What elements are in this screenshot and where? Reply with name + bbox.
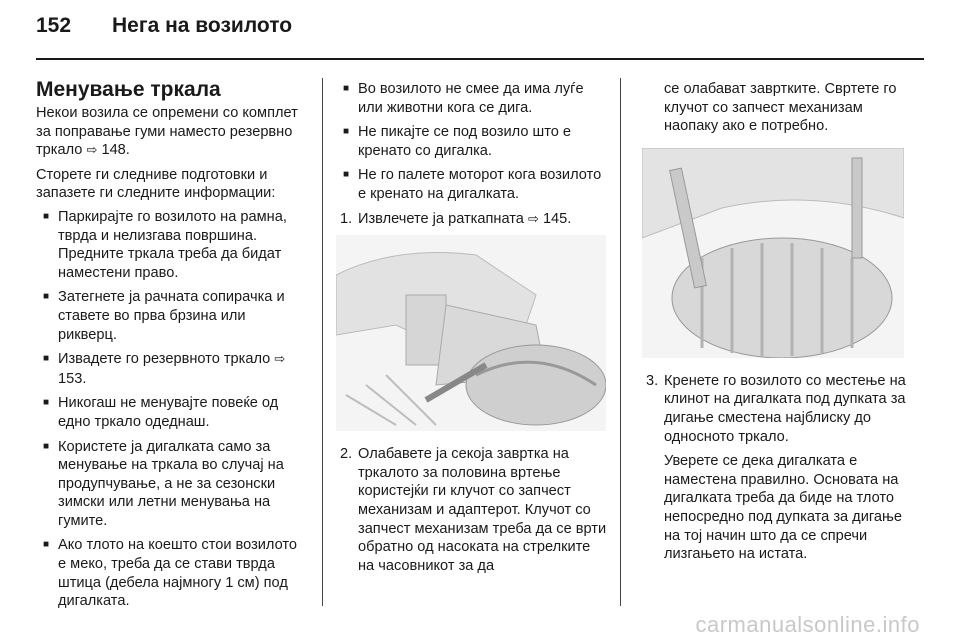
list-item: ■ Не пикајте се под возило што е кренато со дигалка. — [336, 123, 608, 160]
column-divider-1 — [322, 78, 323, 606]
wheel-bolts-illustration — [642, 148, 910, 358]
list-item: ■ Затегнете ја рачната сопирачка и ставете во прва брзина или рикверц. — [36, 288, 308, 344]
step-2: 2. Олабавете ја секоја завртка на тркалото за половина вртење користејќи ги клучот со запчест механизам и адаптерот. Клучот со запчест механизам треба да се врти обратно од насоката на стрелките на часовникот за да — [340, 446, 607, 574]
list-item: ■ Не го палете моторот кога возилото е кренато на дигалката. — [336, 166, 608, 203]
step-1: 1. Извлечете ја раткапната ⇨ 145. — [340, 210, 572, 227]
page-reference[interactable]: 153. — [58, 370, 87, 387]
watermark: carmanualsonline.info — [695, 612, 920, 637]
step-number: 3. — [646, 372, 659, 389]
list-item: ■ Извадете го резервното тркало ⇨ 153. — [36, 350, 308, 388]
intro-paragraph-1: Некои возила се опремени со комплет за поправање гуми наместо резервно тркало ⇨ 148. — [36, 105, 298, 159]
reference-arrow-icon: ⇨ — [527, 211, 539, 227]
page-reference[interactable]: 145. — [542, 210, 572, 227]
hubcap-removal-illustration — [336, 235, 608, 431]
page-number: 152 — [36, 14, 72, 37]
step-3: 3. Кренете го возилото со местење на клинот на дигалката под дупката за дигање сместена најблиску до односното тркало. — [646, 372, 906, 445]
column-3 — [642, 80, 910, 569]
column-divider-2 — [620, 78, 621, 606]
section-title: Нега на возилото — [112, 14, 293, 37]
intro-paragraph-2: Сторете ги следниве подготовки и запазете ги следните информации: — [36, 166, 276, 202]
step-number: 2. — [340, 446, 353, 463]
list-item: ■ Никогаш не менувајте повеќе од едно тркало одеднаш. — [36, 394, 308, 431]
list-item: ■ Во возилото не смее да има луѓе или животни кога се дига. — [336, 80, 608, 117]
continued-paragraph: се олабават завртките. Свртете го клучот со запчест механизам наопаку ако е потребно. — [664, 81, 897, 135]
section-heading: Менување тркала — [36, 78, 221, 101]
column-1 — [36, 68, 308, 617]
list-item: ■ Користете ја дигалката само за менување на тркала во случај на продупчување, а не за сезонски зимски или летни менувања на гумите. — [36, 438, 308, 531]
column-2 — [336, 80, 608, 581]
page-reference[interactable]: 148. — [101, 142, 130, 159]
reference-arrow-icon: ⇨ — [274, 352, 286, 368]
list-item: ■ Ако тлото на коешто стои возилото е меко, треба да се стави тврда штица (дебела најмногу 1 см) под дигалката. — [36, 536, 308, 610]
list-item: ■ Паркирајте го возилото на рамна, тврда и нелизгава површина. Предните тркала треба да бидат наместени право. — [36, 208, 308, 282]
step-3-note: Уверете се дека дигалката е наместена правилно. Основата на дигалката треба да биде на тлото непосредно под дупката за дигање на тој начин што да се спречи лизгањето на истата. — [664, 453, 902, 563]
reference-arrow-icon: ⇨ — [86, 143, 98, 159]
step-number: 1. — [340, 210, 353, 227]
header-rule — [36, 58, 924, 60]
